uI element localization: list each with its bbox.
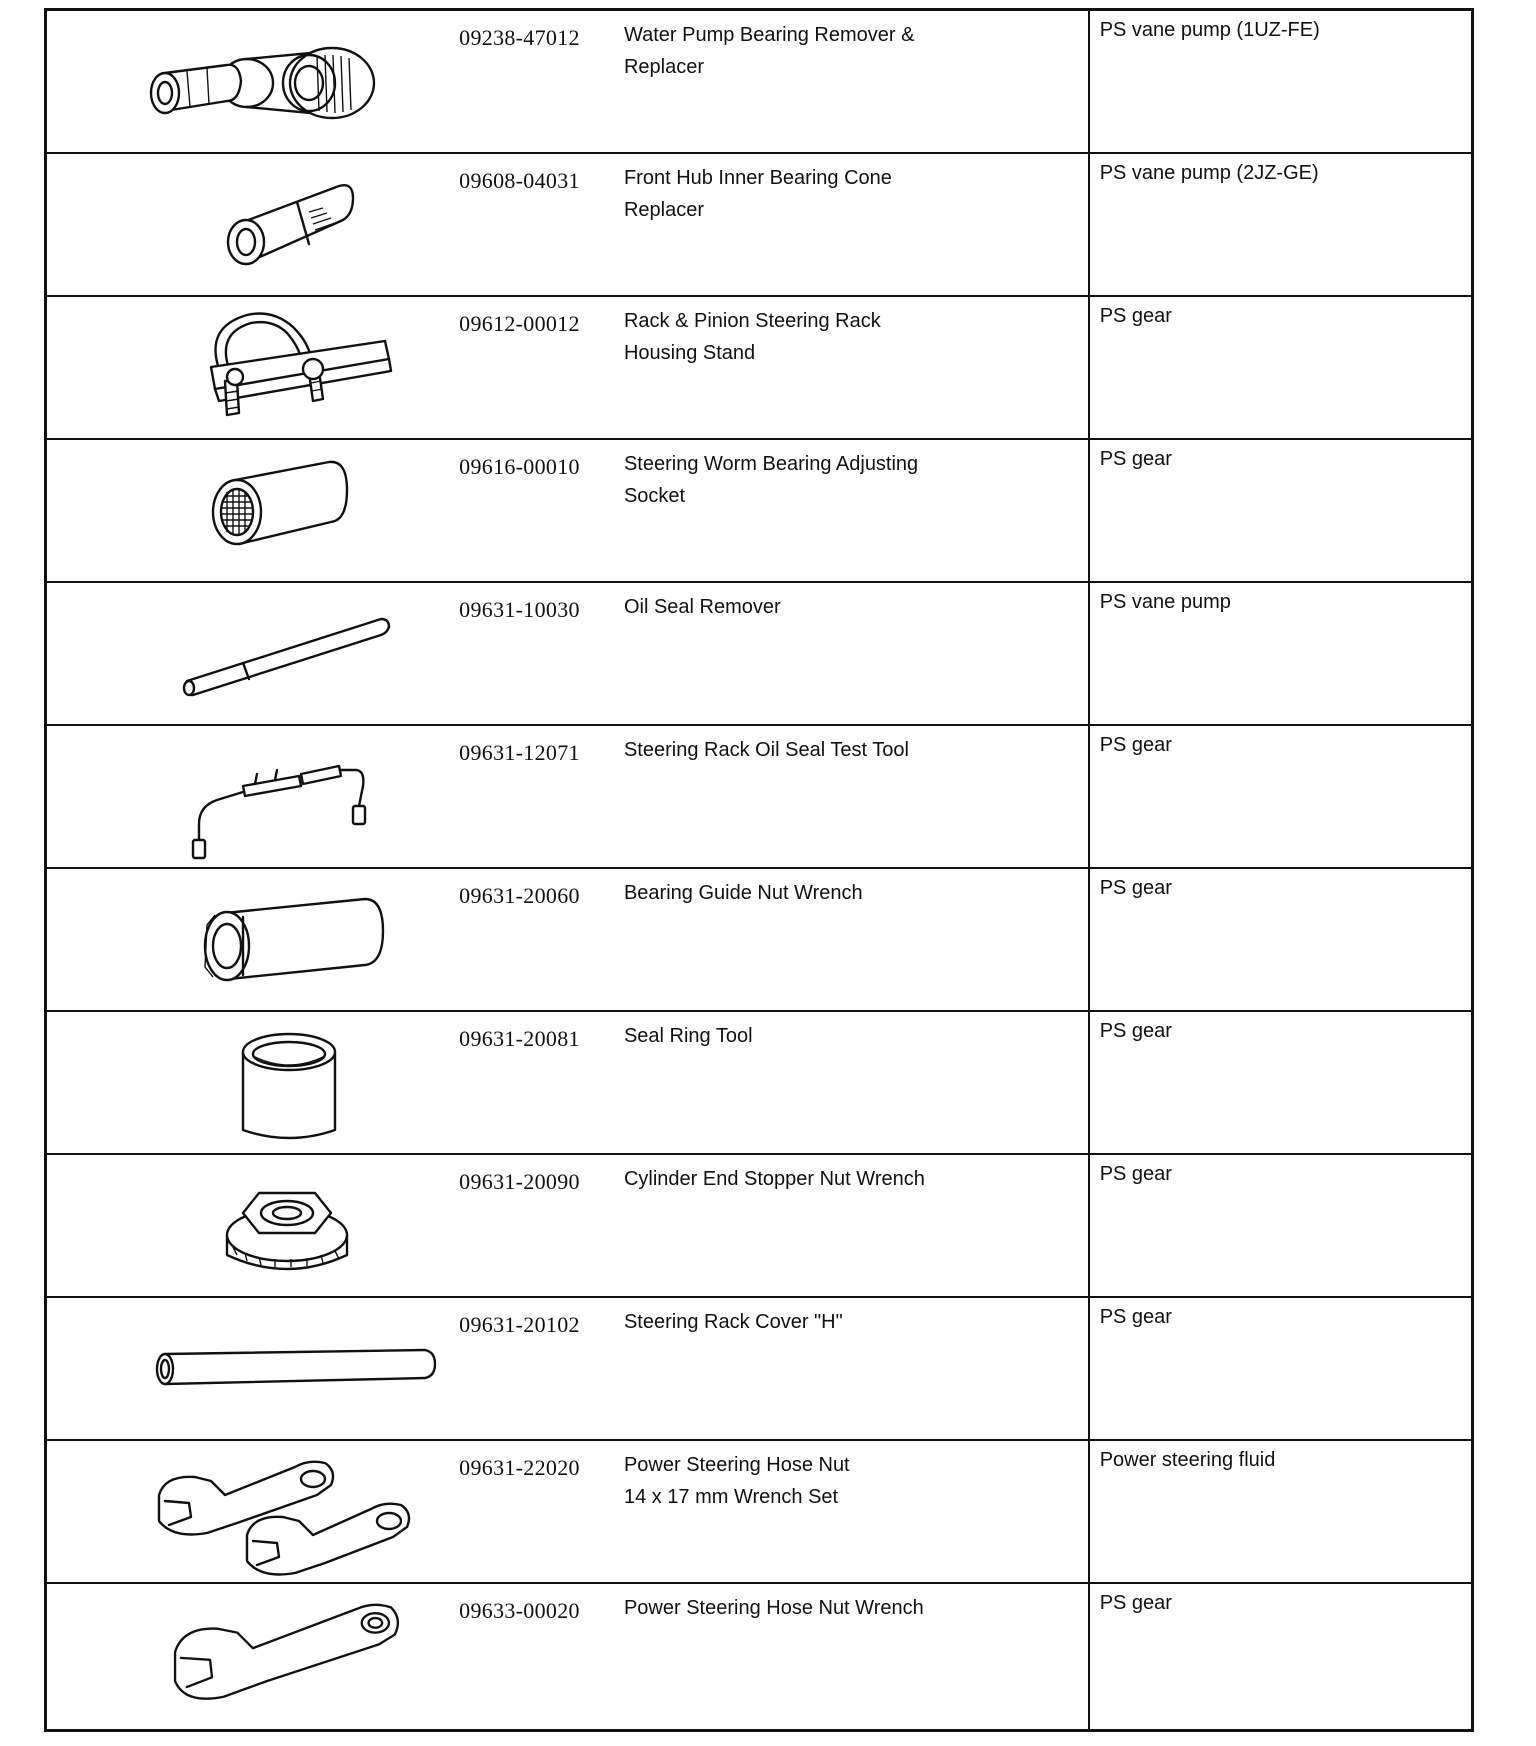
tool-illustration-cell xyxy=(46,725,460,868)
guide-nut-wrench-icon xyxy=(47,869,447,1009)
tool-row xyxy=(46,439,1473,582)
tool-name-cell xyxy=(622,1011,1089,1154)
application-note: Power steering fluid xyxy=(1099,1448,1276,1471)
part-number-cell xyxy=(459,1011,622,1154)
tool-name-cell xyxy=(622,1583,1089,1731)
application-cell xyxy=(1089,1011,1473,1154)
tool-name-cell xyxy=(622,1154,1089,1297)
application-cell xyxy=(1089,10,1473,153)
housing-stand-icon xyxy=(47,297,447,437)
application-note: PS vane pump (1UZ-FE) xyxy=(1099,19,1320,41)
part-number-cell xyxy=(459,1583,622,1731)
application-note: PS gear xyxy=(1099,1305,1172,1328)
tool-name xyxy=(622,1012,1088,1052)
application-note: PS gear xyxy=(1099,733,1172,756)
tool-illustration-cell xyxy=(46,153,460,296)
tool-row xyxy=(46,582,1473,725)
part-number-cell xyxy=(459,868,622,1011)
tool-name-line: Power Steering Hose Nut xyxy=(623,1453,850,1476)
tool-row xyxy=(46,1154,1473,1297)
part-number: 09616-00010 xyxy=(459,453,580,479)
tool-illustration-cell xyxy=(46,296,460,439)
tool-illustration-cell xyxy=(46,582,460,725)
tool-name-cell xyxy=(622,868,1089,1011)
tool-illustration-cell xyxy=(46,1154,460,1297)
part-number-cell xyxy=(459,296,622,439)
tool-row xyxy=(46,1583,1473,1731)
part-number-cell xyxy=(459,1154,622,1297)
part-number-cell xyxy=(459,582,622,725)
tool-row xyxy=(46,725,1473,868)
tool-illustration-cell xyxy=(46,10,460,153)
part-number: 09631-10030 xyxy=(459,596,580,622)
tool-name-line: Steering Worm Bearing Adjusting xyxy=(623,452,919,475)
tool-name xyxy=(622,11,1088,83)
tool-name-line: Oil Seal Remover xyxy=(623,595,781,618)
tool-name-line: Rack & Pinion Steering Rack xyxy=(623,309,881,332)
tool-row xyxy=(46,1440,1473,1583)
tool-name xyxy=(622,583,1088,623)
tool-illustration-cell xyxy=(46,439,460,582)
application-note: PS gear xyxy=(1099,1591,1172,1614)
part-number: 09631-20090 xyxy=(459,1168,580,1194)
tool-name-cell xyxy=(622,10,1089,153)
tool-name-line: Cylinder End Stopper Nut Wrench xyxy=(623,1167,925,1190)
application-note: PS vane pump xyxy=(1099,590,1231,613)
tool-row xyxy=(46,1011,1473,1154)
seal-ring-tool-icon xyxy=(47,1012,447,1152)
tool-name-line: Water Pump Bearing Remover & xyxy=(623,24,915,46)
application-cell xyxy=(1089,582,1473,725)
part-number-cell xyxy=(459,10,622,153)
seal-test-tool-icon xyxy=(47,726,447,866)
tool-name-line: Steering Rack Oil Seal Test Tool xyxy=(623,738,909,761)
part-number-cell xyxy=(459,1440,622,1583)
tool-name xyxy=(622,1155,1088,1195)
application-cell xyxy=(1089,868,1473,1011)
tool-name-cell xyxy=(622,1440,1089,1583)
tool-name xyxy=(622,1441,1088,1513)
socket-pair-icon xyxy=(47,11,447,151)
application-note: PS gear xyxy=(1099,304,1172,327)
application-note: PS gear xyxy=(1099,1162,1172,1185)
tool-illustration-cell xyxy=(46,1011,460,1154)
application-cell xyxy=(1089,296,1473,439)
oil-seal-remover-icon xyxy=(47,583,447,723)
tool-name-line: Replacer xyxy=(623,56,704,78)
tool-name-cell xyxy=(622,725,1089,868)
part-number: 09633-00020 xyxy=(459,1597,580,1623)
tool-illustration-cell xyxy=(46,1440,460,1583)
tool-name-cell xyxy=(622,153,1089,296)
tool-name-line: Steering Rack Cover "H" xyxy=(623,1310,843,1333)
tool-name-line: Bearing Guide Nut Wrench xyxy=(623,881,863,904)
tool-name-line: Front Hub Inner Bearing Cone xyxy=(623,166,892,189)
tool-name-cell xyxy=(622,1297,1089,1440)
part-number: 09612-00012 xyxy=(459,310,580,336)
tool-name xyxy=(622,440,1088,512)
tool-name-line: Socket xyxy=(623,484,686,507)
stopper-nut-wrench-icon xyxy=(47,1155,447,1295)
tool-name xyxy=(622,1584,1088,1624)
application-note: PS gear xyxy=(1099,1019,1172,1042)
application-cell xyxy=(1089,1440,1473,1583)
tool-name-cell xyxy=(622,582,1089,725)
adjusting-socket-icon xyxy=(47,440,447,580)
tool-name-line: Housing Stand xyxy=(623,341,756,364)
tool-illustration-cell xyxy=(46,868,460,1011)
part-number: 09631-22020 xyxy=(459,1454,580,1480)
tool-name xyxy=(622,297,1088,369)
part-number: 09631-20060 xyxy=(459,882,580,908)
part-number: 09238-47012 xyxy=(459,25,580,50)
application-cell xyxy=(1089,153,1473,296)
hose-nut-wrench-icon xyxy=(47,1584,447,1724)
tool-name-cell xyxy=(622,439,1089,582)
application-cell xyxy=(1089,1297,1473,1440)
part-number-cell xyxy=(459,153,622,296)
part-number: 09631-20081 xyxy=(459,1025,580,1051)
hose-nut-wrench-set-icon xyxy=(47,1441,447,1581)
tool-illustration-cell xyxy=(46,1297,460,1440)
tool-name-cell xyxy=(622,296,1089,439)
tool-illustration-cell xyxy=(46,1583,460,1731)
tool-row xyxy=(46,10,1473,153)
application-cell xyxy=(1089,439,1473,582)
application-cell xyxy=(1089,725,1473,868)
application-cell xyxy=(1089,1154,1473,1297)
tool-row xyxy=(46,296,1473,439)
part-number: 09631-20102 xyxy=(459,1311,580,1337)
tool-name xyxy=(622,726,1088,766)
tool-name xyxy=(622,1298,1088,1338)
special-service-tools-table xyxy=(44,8,1474,1732)
application-note: PS gear xyxy=(1099,447,1172,470)
part-number: 09631-12071 xyxy=(459,739,580,765)
tool-name-line: Replacer xyxy=(623,198,704,221)
part-number-cell xyxy=(459,725,622,868)
tool-name xyxy=(622,869,1088,909)
tool-row xyxy=(46,153,1473,296)
part-number-cell xyxy=(459,439,622,582)
application-note: PS vane pump (2JZ-GE) xyxy=(1099,161,1319,184)
bearing-cone-replacer-icon xyxy=(47,154,447,294)
part-number-cell xyxy=(459,1297,622,1440)
part-number: 09608-04031 xyxy=(459,167,580,193)
tool-row xyxy=(46,1297,1473,1440)
tool-name-line: Seal Ring Tool xyxy=(623,1024,753,1047)
tool-name-line: Power Steering Hose Nut Wrench xyxy=(623,1596,924,1619)
tool-name-line: 14 x 17 mm Wrench Set xyxy=(623,1485,839,1508)
rack-cover-tube-icon xyxy=(47,1298,447,1438)
application-note: PS gear xyxy=(1099,876,1172,899)
application-cell xyxy=(1089,1583,1473,1731)
tool-name xyxy=(622,154,1088,226)
tool-row xyxy=(46,868,1473,1011)
